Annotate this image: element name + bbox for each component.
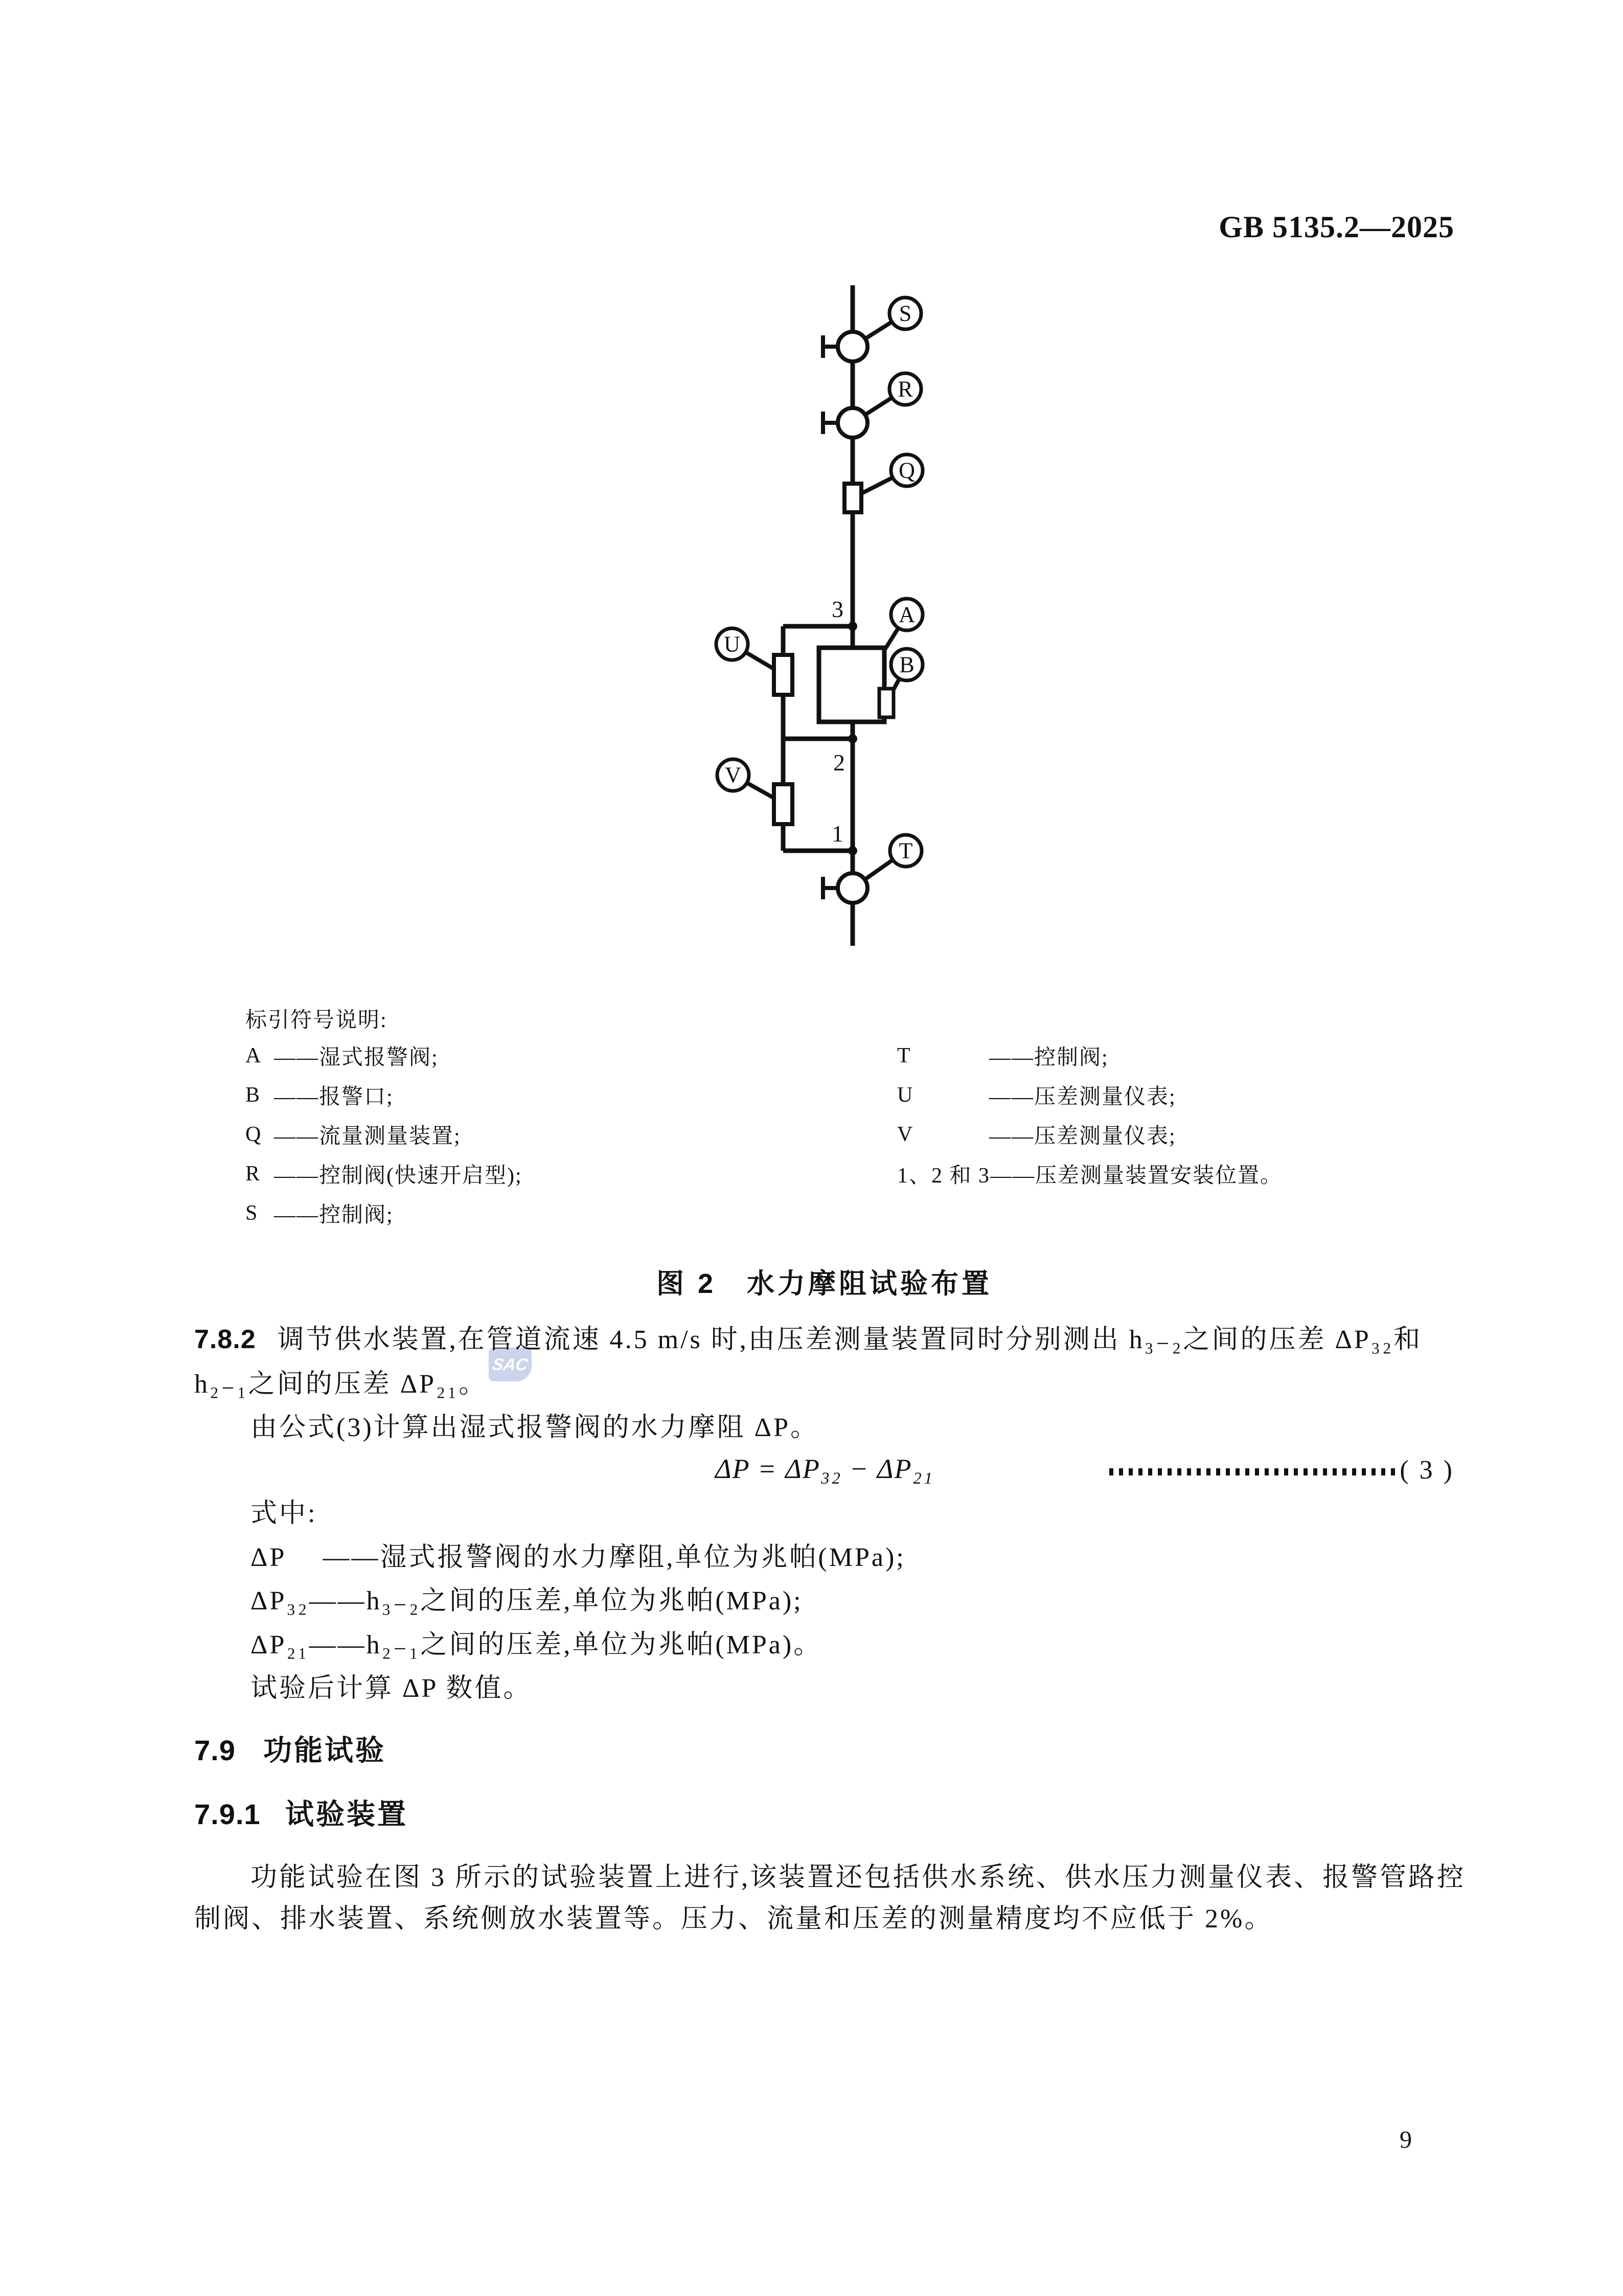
legend-symbol: 1、2 和 3 bbox=[897, 1164, 991, 1188]
legend-item-positions bbox=[897, 1154, 1283, 1193]
legend-symbol: A bbox=[245, 1043, 262, 1067]
paragraph-791-line1: 功能试验在图 3 所示的试验装置上进行,该装置还包括供水系统、供水压力测量仪表、报警管路控 bbox=[250, 1863, 1466, 1892]
paragraph-782-closing: 试验后计算 ΔP 数值。 bbox=[250, 1674, 532, 1703]
node-2-label: 2 bbox=[833, 749, 845, 776]
paragraph-782-line1 bbox=[194, 1323, 1422, 1356]
pipe-lines bbox=[732, 285, 907, 946]
legend-symbol: T bbox=[897, 1043, 911, 1067]
section-782-number: 7.8.2 bbox=[194, 1325, 256, 1354]
label-text-q: Q bbox=[899, 458, 915, 483]
legend-desc: ——报警口; bbox=[274, 1085, 394, 1109]
legend-desc: ——控制阀(快速开启型); bbox=[274, 1164, 522, 1188]
node-1-label: 1 bbox=[832, 821, 843, 847]
legend-item-u bbox=[897, 1075, 1283, 1115]
definition-dp32: ΔP₃₂——h₃₋₂之间的压差,单位为兆帕(MPa); bbox=[250, 1586, 803, 1616]
legend-desc: ——控制阀; bbox=[989, 1045, 1109, 1070]
legend-item-q bbox=[245, 1115, 522, 1154]
where-label: 式中: bbox=[250, 1499, 317, 1528]
label-text-v: V bbox=[725, 762, 741, 788]
legend-desc: ——控制阀; bbox=[274, 1203, 394, 1227]
legend-desc: ——压差测量仪表; bbox=[989, 1085, 1176, 1109]
legend-symbol: S bbox=[245, 1201, 259, 1225]
flow-meter-rect bbox=[844, 484, 861, 512]
paragraph-791-line2: 制阀、排水装置、系统侧放水装置等。压力、流量和压差的测量精度均不应低于 2%。 bbox=[194, 1904, 1273, 1934]
legend-symbol: Q bbox=[245, 1122, 262, 1146]
node-2-dot bbox=[848, 734, 857, 743]
section-79-title: 功能试验 bbox=[263, 1734, 386, 1766]
legend-symbol: U bbox=[897, 1083, 914, 1107]
control-valve-s-symbol bbox=[838, 332, 867, 361]
control-valve-r-symbol bbox=[838, 408, 867, 438]
legend-item-v bbox=[897, 1115, 1283, 1154]
standard-code-header: GB 5135.2—2025 bbox=[1219, 210, 1454, 244]
label-text-u: U bbox=[724, 631, 740, 657]
paragraph-782-line3: 由公式(3)计算出湿式报警阀的水力摩阻 ΔP。 bbox=[250, 1413, 819, 1442]
sac-watermark-text: SAC bbox=[490, 1355, 530, 1374]
gauge-v-rect bbox=[774, 784, 792, 824]
label-text-s: S bbox=[899, 301, 912, 326]
legend-symbol: V bbox=[897, 1122, 914, 1146]
wet-alarm-valve-box bbox=[819, 648, 884, 722]
section-791-number: 7.9.1 bbox=[194, 1798, 261, 1830]
formula-3-row bbox=[194, 1451, 1454, 1490]
paragraph-782-text1: 调节供水装置,在管道流速 4.5 m/s 时,由压差测量装置同时分别测出 h₃₋₂之间的压差 ΔP₃₂和 bbox=[277, 1325, 1423, 1354]
section-79-heading bbox=[194, 1728, 386, 1769]
definition-dp: ΔP ——湿式报警阀的水力摩阻,单位为兆帕(MPa); bbox=[250, 1543, 906, 1572]
paragraph-782-line2: h₂₋₁之间的压差 ΔP₂₁。 bbox=[194, 1370, 488, 1399]
legend-item-a bbox=[245, 1036, 522, 1075]
alarm-port-rect bbox=[879, 689, 894, 717]
legend-desc: ——湿式报警阀; bbox=[274, 1045, 439, 1070]
control-valve-t-symbol bbox=[838, 873, 867, 903]
page-number: 9 bbox=[1400, 2126, 1412, 2153]
gauge-u-rect bbox=[774, 655, 792, 695]
legend-item-s bbox=[245, 1193, 522, 1233]
label-text-t: T bbox=[899, 838, 913, 863]
legend-desc: ——流量测量装置; bbox=[274, 1124, 461, 1148]
label-text-a: A bbox=[899, 602, 915, 627]
label-text-r: R bbox=[898, 376, 913, 402]
legend-item-b bbox=[245, 1075, 522, 1115]
figure-2-diagram bbox=[711, 279, 930, 953]
node-3-label: 3 bbox=[832, 596, 843, 622]
label-circles bbox=[716, 298, 923, 867]
definition-dp21: ΔP₂₁——h₂₋₁之间的压差,单位为兆帕(MPa)。 bbox=[250, 1630, 822, 1660]
legend-left-column bbox=[245, 1036, 522, 1233]
section-791-heading bbox=[194, 1792, 408, 1833]
formula-dot-leader bbox=[1109, 1468, 1396, 1475]
legend-desc: ——压差测量装置安装位置。 bbox=[990, 1164, 1283, 1188]
formula-3-number: ( 3 ) bbox=[1400, 1456, 1454, 1485]
legend-symbol: R bbox=[245, 1162, 261, 1186]
legend-title: 标引符号说明: bbox=[245, 1009, 387, 1032]
legend-right-column bbox=[897, 1036, 1283, 1193]
node-1-dot bbox=[848, 846, 857, 855]
formula-3-expression: ΔP = ΔP₃₂ − ΔP₂₁ bbox=[715, 1453, 934, 1484]
legend-symbol: B bbox=[245, 1083, 261, 1107]
legend-desc: ——压差测量仪表; bbox=[989, 1124, 1176, 1148]
label-text-b: B bbox=[899, 652, 915, 677]
section-79-number: 7.9 bbox=[194, 1734, 236, 1766]
section-791-title: 试验装置 bbox=[285, 1798, 408, 1830]
node-3-dot bbox=[848, 622, 857, 631]
figure-2-caption: 图 2 水力摩阻试验布置 bbox=[656, 1268, 993, 1299]
legend-item-t bbox=[897, 1036, 1283, 1075]
legend-item-r bbox=[245, 1154, 522, 1193]
